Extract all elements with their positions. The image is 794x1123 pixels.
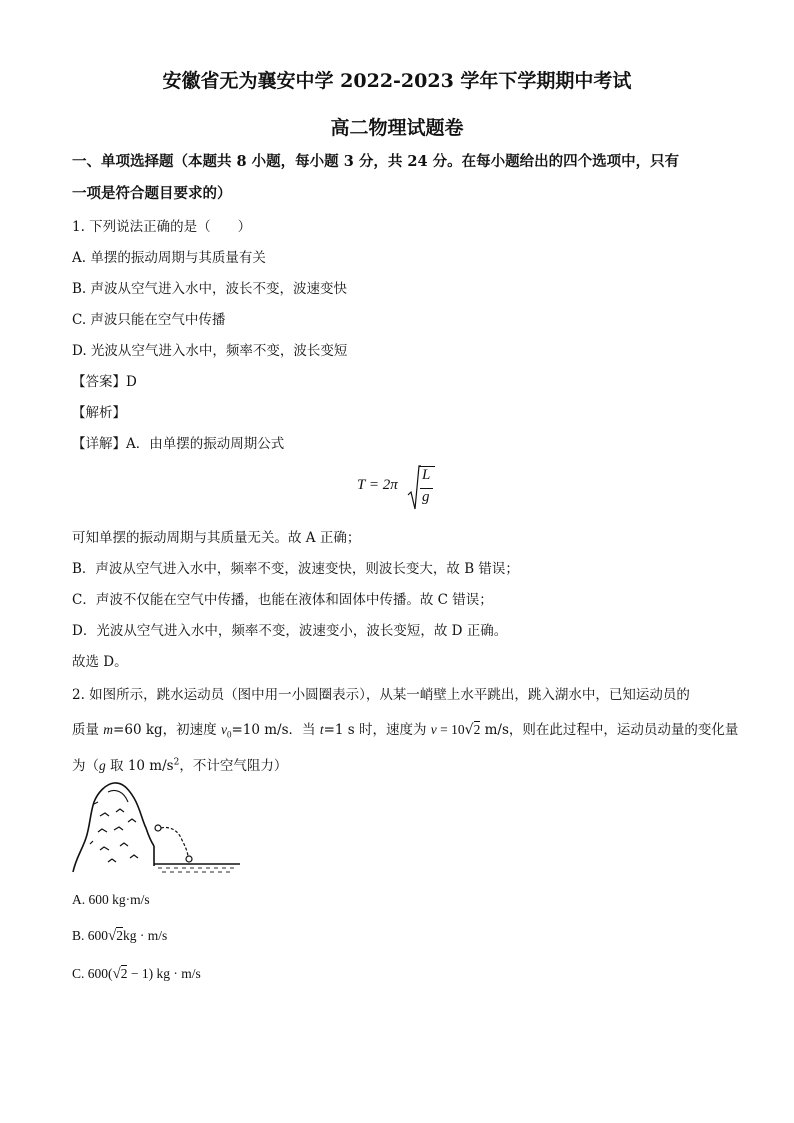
sqrt-radical-icon: √ [108,928,117,944]
radicand: 2 [116,928,123,943]
sqrt-radical-icon: √ [112,966,121,982]
radicand: 2 [120,966,128,981]
cliff-inner-outline [108,790,128,802]
sqrt-radical-icon [407,465,421,511]
question-2-line1: 2. 如图所示，跳水运动员（图中用一小圆圈表示），从某一峭壁上水平跳出，跳入湖水中，已知运动员的 [72,687,690,703]
q2-text: ，不计空气阻力） [179,758,288,774]
cliff-diver-figure [70,778,245,876]
page-title: 安徽省无为襄安中学 2022-2023 学年下学期期中考试 [162,70,632,92]
q2-text: =10 m/s．当 [231,722,320,738]
question-1-stem: 1. 下列说法正确的是（ ） [72,219,252,235]
option-text: B. 600 [72,928,109,943]
q2-text: =60 kg，初速度 [113,722,221,738]
velocity-subscript: 0 [226,729,232,740]
question-2-option-c [72,966,201,983]
answer-label: 【答案】D [72,374,137,390]
question-2-option-b [72,928,167,945]
explanation-line-1: 可知单摆的振动周期与其质量无关。故 A 正确； [72,530,361,546]
explanation-line-3: C．声波不仅能在空气中传播，也能在液体和固体中传播。故 C 错误； [72,592,493,608]
question-1-option-b: B. 声波从空气进入水中，波长不变，波速变快 [72,281,348,297]
diver-circle-icon [186,856,192,862]
option-text: − 1) kg · m/s [127,966,201,981]
q2-text: =1 s 时，速度为 [323,722,431,738]
question-2-line2 [72,718,738,740]
diver-circle-icon [155,825,161,831]
question-2-line3 [72,754,287,774]
explanation-line-5: 故选 D。 [72,654,128,670]
question-1-option-a: A. 单摆的振动周期与其质量有关 [72,250,266,266]
detail-intro: 【详解】A．由单摆的振动周期公式 [72,436,285,452]
exponent: 2 [173,757,180,768]
velocity-symbol: v [220,722,227,737]
q2-text: 质量 [72,722,104,738]
question-2-option-a: A. 600 kg·m/s [72,892,150,907]
gravity-symbol: g [99,758,106,773]
analysis-label: 【解析】 [72,405,126,421]
time-symbol: t [319,722,324,737]
section-heading-line2: 一项是符合题目要求的） [72,185,232,202]
velocity-symbol: v [430,722,437,737]
question-1-option-d: D. 光波从空气进入水中，频率不变，波长变短 [72,343,348,359]
radicand: 2 [473,722,481,737]
option-text: C. 600( [72,966,113,981]
formula-lhs: T = 2π [357,477,398,493]
rock-strokes [90,802,138,862]
formula-denominator: g [422,489,430,505]
mass-symbol: m [103,722,114,737]
page-subtitle: 高二物理试题卷 [330,117,464,139]
explanation-line-4: D．光波从空气进入水中，频率不变，波速变小，波长变短，故 D 正确。 [72,623,508,639]
water-hatching [158,868,234,872]
q2-text: = 10 [436,722,465,737]
question-1-option-c: C. 声波只能在空气中传播 [72,312,226,328]
section-heading-line1: 一、单项选择题（本题共 8 小题，每小题 3 分，共 24 分。在每小题给出的四个选项中，只有 [72,153,680,170]
trajectory-path [161,828,188,857]
formula-numerator: L [422,467,431,483]
sqrt-radical-icon: √ [464,722,474,738]
q2-text: 为（ [72,758,99,774]
q2-text: 取 10 m/s [105,758,174,774]
pendulum-period-formula [357,465,447,511]
cliff-outline [73,783,154,872]
option-text: kg · m/s [123,928,168,943]
q2-text: m/s，则在此过程中，运动员动量的变化量 [480,722,739,738]
explanation-line-2: B．声波从空气进入水中，频率不变，波速变快，则波长变大，故 B 错误； [72,561,519,577]
